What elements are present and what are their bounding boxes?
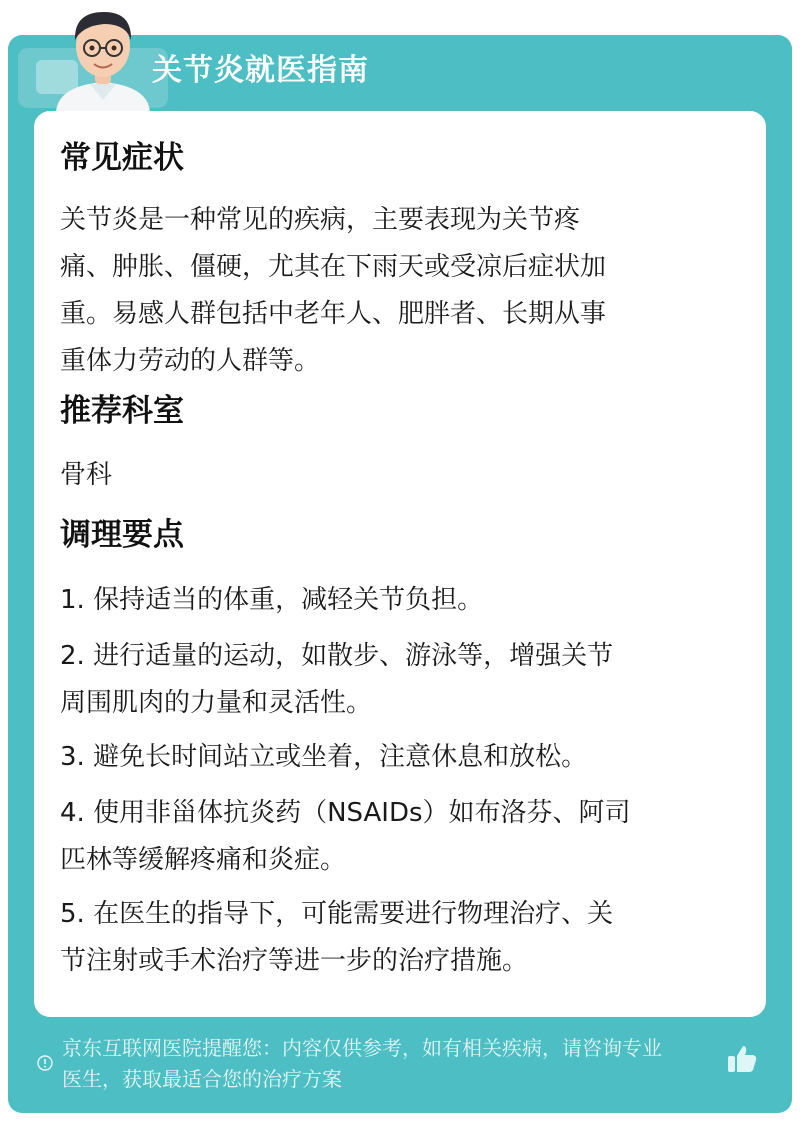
text-line: 节注射或手术治疗等进一步的治疗措施。 [60,946,529,976]
care-item-2 [60,633,740,727]
section-title-department: 推荐科室 [60,393,184,429]
care-item-3 [60,734,740,781]
text-line: 关节炎是一种常见的疾病，主要表现为关节疼 [60,205,581,235]
section-title-symptoms: 常见症状 [60,140,184,176]
text-line: 痛、肿胀、僵硬，尤其在下雨天或受凉后症状加 [60,252,607,282]
footer-disclaimer [62,1033,732,1095]
page-title: 关节炎就医指南 [152,53,369,88]
thumbs-up-icon[interactable] [726,1043,758,1075]
section-title-care: 调理要点 [60,517,184,553]
text-line: 5. 在医生的指导下，可能需要进行物理治疗、关 [60,899,614,929]
info-icon [37,1055,53,1071]
text-line: 周围肌肉的力量和灵活性。 [60,688,373,718]
care-item-4 [60,790,740,884]
text-line: 重体力劳动的人群等。 [60,346,321,376]
department-value: 骨科 [60,460,113,490]
text-line: 3. 避免长时间站立或坐着，注意休息和放松。 [60,742,588,772]
text-line: 重。易感人群包括中老年人、肥胖者、长期从事 [60,299,607,329]
text-line: 2. 进行适量的运动，如散步、游泳等，增强关节 [60,641,614,671]
care-item-5 [60,891,740,985]
doctor-avatar [48,0,158,112]
text-line: 1. 保持适当的体重，减轻关节负担。 [60,585,484,615]
symptoms-text [60,197,740,385]
care-item-1 [60,577,740,624]
text-line: 医生，获取最适合您的治疗方案 [62,1067,342,1091]
text-line: 4. 使用非甾体抗炎药（NSAIDs）如布洛芬、阿司 [60,798,631,828]
text-line: 匹林等缓解疼痛和炎症。 [60,845,347,875]
text-line: 京东互联网医院提醒您：内容仅供参考，如有相关疾病，请咨询专业 [62,1036,662,1060]
